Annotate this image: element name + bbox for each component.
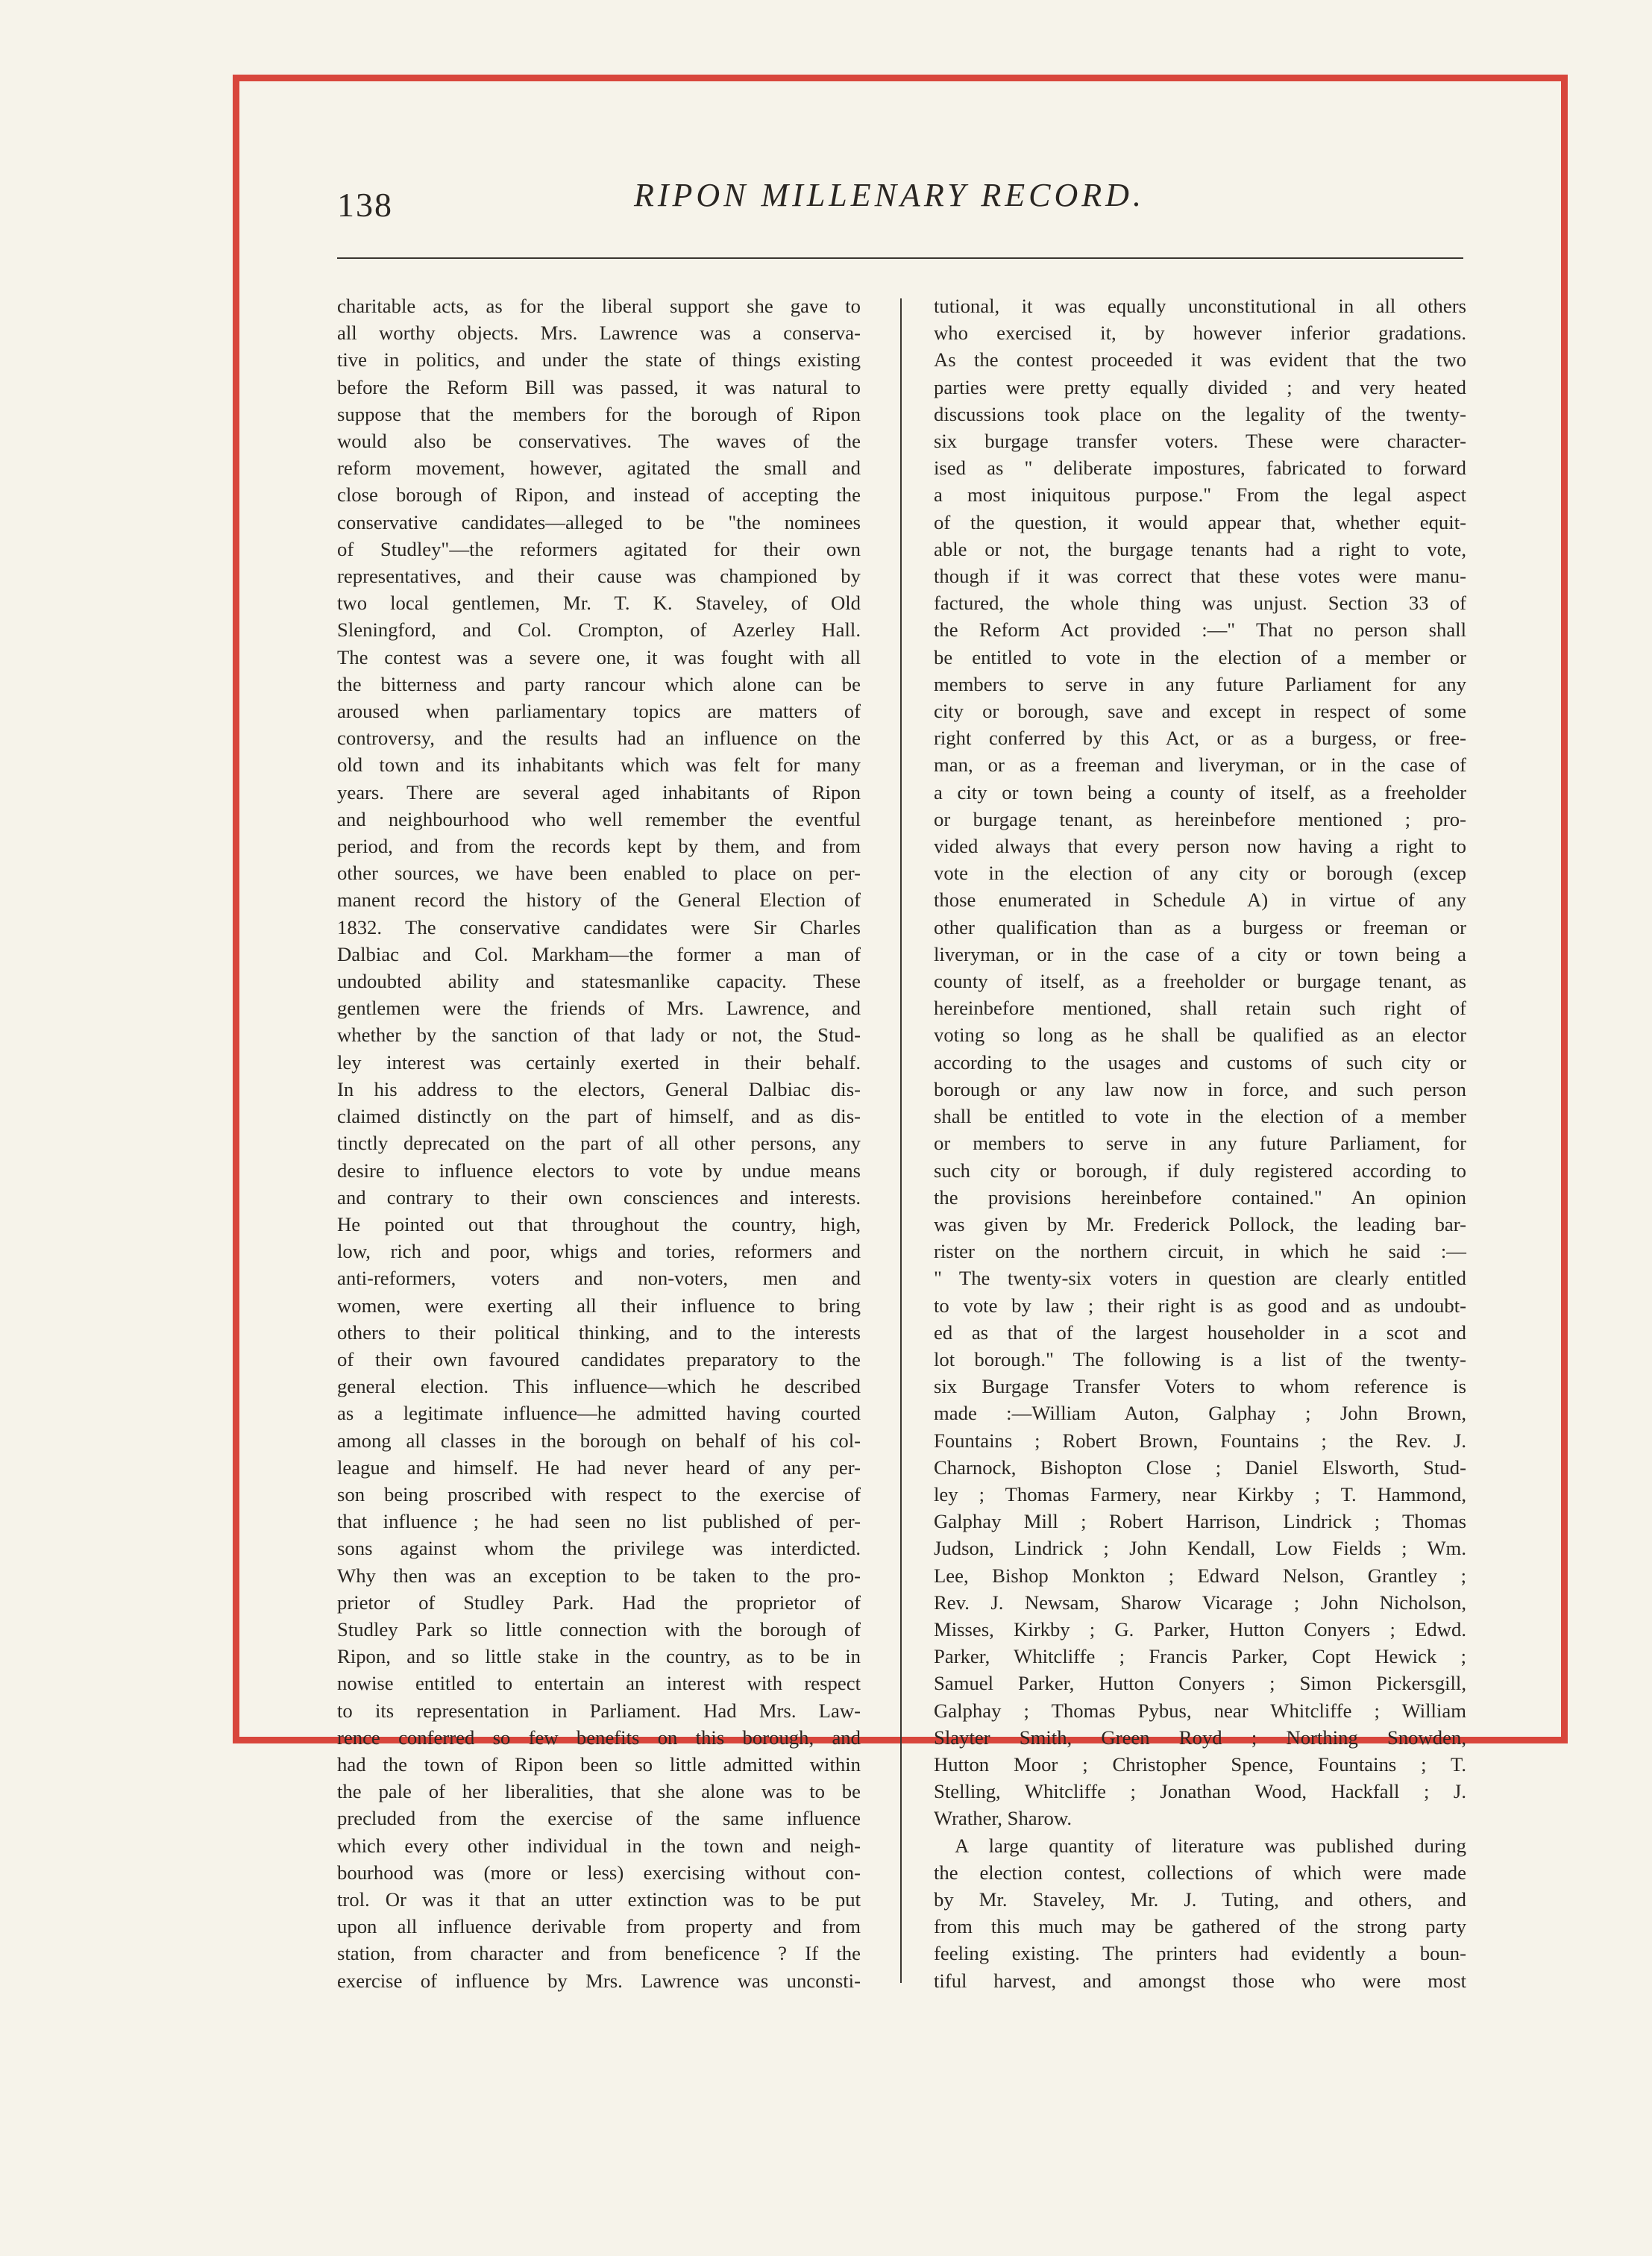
text-line: a most iniquitous purpose." From the legal aspect <box>934 483 1466 507</box>
text-line: sons against whom the privilege was interdicted. <box>337 1537 861 1560</box>
text-line: six burgage transfer voters. These were character- <box>934 430 1466 453</box>
text-line: the election contest, collections of which were made <box>934 1861 1466 1884</box>
text-line: whether by the sanction of that lady or not, the Stud- <box>337 1024 861 1047</box>
text-line: charitable acts, as for the liberal support she gave to <box>337 295 861 317</box>
text-line: Wrather, Sharow. <box>934 1807 1072 1830</box>
text-line: of Studley"—the reformers agitated for their own <box>337 537 861 560</box>
text-line: trol. Or was it that an utter extinction was to be put <box>337 1887 861 1911</box>
text-line: upon all influence derivable from property and from <box>337 1915 861 1938</box>
column-divider <box>900 298 902 1983</box>
text-line: The contest was a severe one, it was fought with all <box>337 645 861 668</box>
text-line: 1832. The conservative candidates were Sir Charles <box>337 915 861 939</box>
text-line: able or not, the burgage tenants had a right to vote, <box>934 537 1466 560</box>
text-line: other sources, we have been enabled to place on per- <box>337 862 861 885</box>
text-line: rister on the northern circuit, in which he said :— <box>934 1240 1466 1263</box>
text-line: members to serve in any future Parliament for any <box>934 672 1466 695</box>
text-line: controversy, and the results had an influence on the <box>337 727 861 750</box>
text-line: of their own favoured candidates preparatory to the <box>337 1347 861 1370</box>
text-line: vote in the election of any city or borough (excep <box>934 862 1466 885</box>
text-line: from this much may be gathered of the strong party <box>934 1915 1466 1938</box>
text-line: ley ; Thomas Farmery, near Kirkby ; T. Hammond, <box>934 1482 1466 1505</box>
text-line: man, or as a freeman and liveryman, or in the case of <box>934 753 1466 777</box>
text-line: who exercised it, by however inferior gradations. <box>934 322 1466 345</box>
text-line: vided always that every person now having a right to <box>934 835 1466 858</box>
text-line: Parker, Whitcliffe ; Francis Parker, Copt Hewick ; <box>934 1645 1466 1668</box>
text-line: A large quantity of literature was published during <box>955 1834 1466 1857</box>
text-line: close borough of Ripon, and instead of accepting the <box>337 483 861 507</box>
text-line: feeling existing. The printers had evidently a boun- <box>934 1942 1466 1965</box>
text-line: Rev. J. Newsam, Sharow Vicarage ; John Nicholson, <box>934 1591 1466 1614</box>
text-line: be entitled to vote in the election of a member or <box>934 645 1466 668</box>
text-line: of the question, it would appear that, whether equit- <box>934 510 1466 533</box>
text-line: factured, the whole thing was unjust. Section 33 of <box>934 592 1466 615</box>
text-line: league and himself. He had never heard of any per- <box>337 1456 861 1479</box>
text-line: such city or borough, if duly registered according to <box>934 1159 1466 1182</box>
text-line: Misses, Kirkby ; G. Parker, Hutton Conyers ; Edwd. <box>934 1617 1466 1641</box>
right-column <box>934 292 1466 1994</box>
text-line: a city or town being a county of itself, as a freeholder <box>934 780 1466 803</box>
text-line: voting so long as he shall be qualified as an elector <box>934 1024 1466 1047</box>
text-line: He pointed out that throughout the country, high, <box>337 1212 861 1235</box>
text-line: precluded from the exercise of the same influence <box>337 1807 861 1830</box>
text-line: rence conferred so few benefits on this borough, and <box>337 1726 861 1749</box>
text-line: the pale of her liberalities, that she alone was to be <box>337 1780 861 1803</box>
text-line: and contrary to their own consciences and interests. <box>337 1185 861 1209</box>
text-line: according to the usages and customs of such city or <box>934 1050 1466 1074</box>
text-line: right conferred by this Act, or as a burgess, or free- <box>934 727 1466 750</box>
text-line: those enumerated in Schedule A) in virtue of any <box>934 889 1466 912</box>
text-line: anti-reformers, voters and non-voters, men and <box>337 1267 861 1290</box>
text-line: among all classes in the borough on behalf of his col- <box>337 1429 861 1452</box>
text-line: prietor of Studley Park. Had the proprietor of <box>337 1591 861 1614</box>
text-line: which every other individual in the town and neigh- <box>337 1834 861 1857</box>
text-line: the provisions hereinbefore contained." An opinion <box>934 1185 1466 1209</box>
text-line: desire to influence electors to vote by undue means <box>337 1159 861 1182</box>
text-line: Fountains ; Robert Brown, Fountains ; the Rev. J. <box>934 1429 1466 1452</box>
text-line: tive in politics, and under the state of things existing <box>337 348 861 372</box>
text-line: As the contest proceeded it was evident that the two <box>934 348 1466 372</box>
page-number: 138 <box>337 186 393 224</box>
text-line: tiful harvest, and amongst those who were most <box>934 1969 1466 1992</box>
text-line: Stelling, Whitcliffe ; Jonathan Wood, Hackfall ; J. <box>934 1780 1466 1803</box>
text-line: ised as " deliberate impostures, fabricated to forward <box>934 457 1466 480</box>
text-line: liveryman, or in the case of a city or town being a <box>934 942 1466 965</box>
text-line: low, rich and poor, whigs and tories, reformers and <box>337 1240 861 1263</box>
text-line: station, from character and from beneficence ? If the <box>337 1942 861 1965</box>
text-line: Galphay ; Thomas Pybus, near Whitcliffe ; William <box>934 1699 1466 1722</box>
text-line: ley interest was certainly exerted in their behalf. <box>337 1050 861 1074</box>
text-line: Sleningford, and Col. Crompton, of Azerley Hall. <box>337 618 861 642</box>
text-line: though if it was correct that these votes were manu- <box>934 565 1466 588</box>
text-line: son being proscribed with respect to the exercise of <box>337 1482 861 1505</box>
text-line: ed as that of the largest householder in a scot and <box>934 1320 1466 1344</box>
text-line: Lee, Bishop Monkton ; Edward Nelson, Grantley ; <box>934 1564 1466 1587</box>
text-line: Studley Park so little connection with the borough of <box>337 1617 861 1641</box>
header-rule <box>337 257 1463 259</box>
text-line: Hutton Moor ; Christopher Spence, Fountains ; T. <box>934 1752 1466 1776</box>
text-line: to its representation in Parliament. Had Mrs. Law- <box>337 1699 861 1722</box>
text-line: undoubted ability and statesmanlike capacity. These <box>337 970 861 993</box>
running-title: RIPON MILLENARY RECORD. <box>634 177 1145 213</box>
text-line: others to their political thinking, and to the interests <box>337 1320 861 1344</box>
text-line: before the Reform Bill was passed, it was natural to <box>337 375 861 398</box>
text-line: the bitterness and party rancour which alone can be <box>337 672 861 695</box>
text-line: two local gentlemen, Mr. T. K. Staveley, of Old <box>337 592 861 615</box>
text-line: Samuel Parker, Hutton Conyers ; Simon Pickersgill, <box>934 1672 1466 1695</box>
text-line: years. There are several aged inhabitants of Ripon <box>337 780 861 803</box>
text-line: manent record the history of the General Election of <box>337 889 861 912</box>
text-line: made :—William Auton, Galphay ; John Brown, <box>934 1402 1466 1425</box>
text-line: women, were exerting all their influence to bring <box>337 1294 861 1317</box>
text-line: conservative candidates—alleged to be "the nominees <box>337 510 861 533</box>
text-line: other qualification than as a burgess or freeman or <box>934 915 1466 939</box>
text-line: hereinbefore mentioned, shall retain such right of <box>934 997 1466 1020</box>
text-line: Dalbiac and Col. Markham—the former a man of <box>337 942 861 965</box>
text-line: In his address to the electors, General Dalbiac dis- <box>337 1077 861 1100</box>
text-line: by Mr. Staveley, Mr. J. Tuting, and others, and <box>934 1887 1466 1911</box>
text-line: period, and from the records kept by them, and from <box>337 835 861 858</box>
text-line: exercise of influence by Mrs. Lawrence was unconsti- <box>337 1969 861 1992</box>
text-line: Galphay Mill ; Robert Harrison, Lindrick ; Thomas <box>934 1510 1466 1533</box>
text-line: nowise entitled to entertain an interest with respect <box>337 1672 861 1695</box>
text-line: lot borough." The following is a list of the twenty- <box>934 1347 1466 1370</box>
text-line: that influence ; he had seen no list published of per- <box>337 1510 861 1533</box>
text-line: tutional, it was equally unconstitutional in all others <box>934 295 1466 317</box>
text-line: general election. This influence—which he described <box>337 1375 861 1398</box>
text-line: as a legitimate influence—he admitted having courted <box>337 1402 861 1425</box>
text-line: to vote by law ; their right is as good and as undoubt- <box>934 1294 1466 1317</box>
text-line: city or borough, save and except in respect of some <box>934 700 1466 723</box>
text-line: aroused when parliamentary topics are matters of <box>337 700 861 723</box>
text-line: borough or any law now in force, and such person <box>934 1077 1466 1100</box>
text-line: Why then was an exception to be taken to the pro- <box>337 1564 861 1587</box>
text-line: had the town of Ripon been so little admitted within <box>337 1752 861 1776</box>
text-line: tinctly deprecated on the part of all other persons, any <box>337 1132 861 1155</box>
text-line: suppose that the members for the borough of Ripon <box>337 402 861 425</box>
text-line: Judson, Lindrick ; John Kendall, Low Fields ; Wm. <box>934 1537 1466 1560</box>
text-line: parties were pretty equally divided ; and very heated <box>934 375 1466 398</box>
text-line: the Reform Act provided :—" That no person shall <box>934 618 1466 642</box>
text-line: county of itself, as a freeholder or burgage tenant, as <box>934 970 1466 993</box>
text-line: Ripon, and so little stake in the country, as to be in <box>337 1645 861 1668</box>
text-line: all worthy objects. Mrs. Lawrence was a conserva- <box>337 322 861 345</box>
text-line: Charnock, Bishopton Close ; Daniel Elsworth, Stud- <box>934 1456 1466 1479</box>
text-line: " The twenty-six voters in question are clearly entitled <box>934 1267 1466 1290</box>
left-column <box>337 292 861 1994</box>
text-line: bourhood was (more or less) exercising without con- <box>337 1861 861 1884</box>
text-line: shall be entitled to vote in the election of a member <box>934 1105 1466 1128</box>
text-line: old town and its inhabitants which was felt for many <box>337 753 861 777</box>
text-line: representatives, and their cause was championed by <box>337 565 861 588</box>
text-line: discussions took place on the legality of the twenty- <box>934 402 1466 425</box>
text-line: or members to serve in any future Parliament, for <box>934 1132 1466 1155</box>
text-line: was given by Mr. Frederick Pollock, the leading bar- <box>934 1212 1466 1235</box>
text-line: and neighbourhood who well remember the eventful <box>337 807 861 830</box>
text-line: claimed distinctly on the part of himself, and as dis- <box>337 1105 861 1128</box>
text-line: gentlemen were the friends of Mrs. Lawrence, and <box>337 997 861 1020</box>
text-line: would also be conservatives. The waves of the <box>337 430 861 453</box>
text-line: reform movement, however, agitated the small and <box>337 457 861 480</box>
text-line: or burgage tenant, as hereinbefore mentioned ; pro- <box>934 807 1466 830</box>
text-line: Slayter Smith, Green Royd ; Northing Snowden, <box>934 1726 1466 1749</box>
text-line: six Burgage Transfer Voters to whom reference is <box>934 1375 1466 1398</box>
